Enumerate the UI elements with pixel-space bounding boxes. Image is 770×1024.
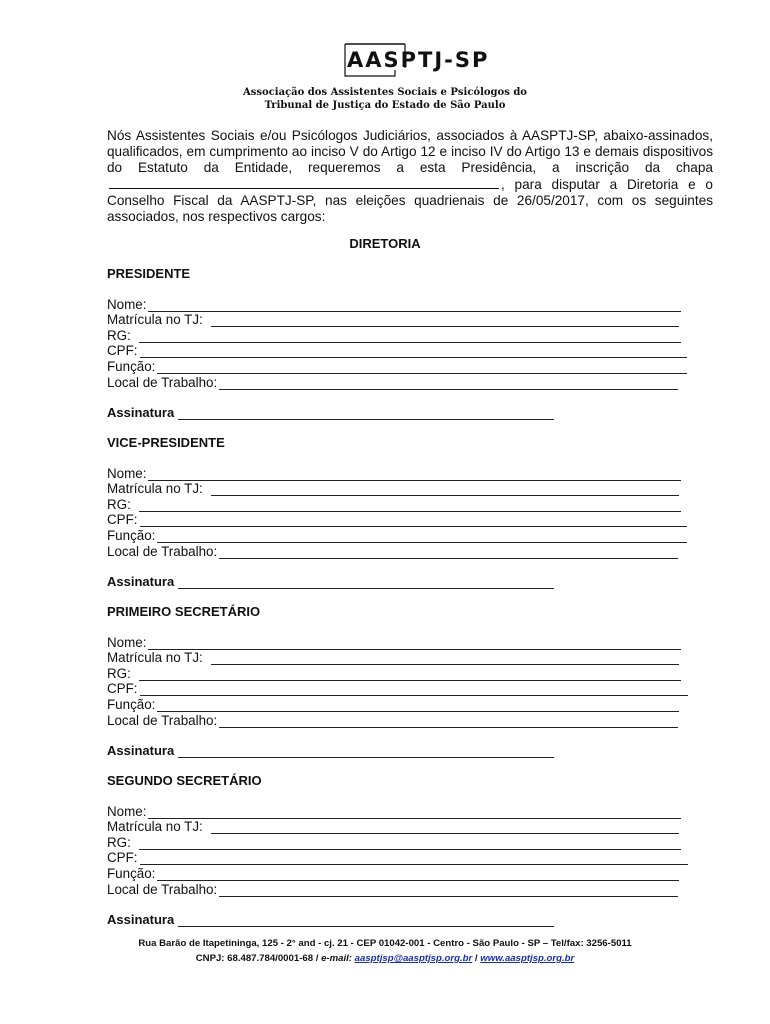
- field-matricula[interactable]: [107, 819, 707, 835]
- tribunal-name: Tribunal de Justiça do Estado de São Paulo: [264, 100, 506, 111]
- field-line[interactable]: [148, 638, 681, 650]
- field-local-trabalho[interactable]: [107, 881, 707, 897]
- field-label: RG:: [107, 665, 131, 681]
- field-label: CPF:: [107, 850, 138, 866]
- field-label: Nome:: [107, 634, 147, 650]
- diretoria-heading: DIRETORIA: [349, 236, 421, 251]
- chapa-name-blank[interactable]: [109, 176, 499, 189]
- field-label: CPF:: [107, 681, 138, 697]
- field-label: Nome:: [107, 296, 147, 312]
- field-label: RG:: [107, 496, 131, 512]
- field-label: Local de Trabalho:: [107, 543, 218, 559]
- field-rg[interactable]: [107, 496, 707, 512]
- field-line[interactable]: [148, 300, 681, 312]
- field-label: Função:: [107, 696, 156, 712]
- signature-field[interactable]: [107, 911, 707, 927]
- field-label: Função:: [107, 527, 156, 543]
- field-line[interactable]: [139, 669, 681, 681]
- field-funcao[interactable]: [107, 696, 707, 712]
- signature-field[interactable]: [107, 573, 707, 589]
- field-label: Nome:: [107, 803, 147, 819]
- field-line[interactable]: [211, 315, 679, 327]
- association-header: [0, 86, 770, 112]
- field-matricula[interactable]: [107, 650, 707, 666]
- logo-graphic: [343, 40, 490, 80]
- field-line[interactable]: [140, 853, 688, 865]
- website-link[interactable]: www.aasptjsp.org.br: [480, 953, 575, 964]
- signature-label: Assinatura: [107, 573, 175, 589]
- field-line[interactable]: [139, 331, 681, 343]
- field-line[interactable]: [211, 822, 679, 834]
- signature-line[interactable]: [178, 915, 554, 927]
- field-line[interactable]: [157, 531, 687, 543]
- section-title: PRIMEIRO SECRETÁRIO: [107, 604, 261, 619]
- signature-label: Assinatura: [107, 742, 175, 758]
- footer-contact: [0, 951, 770, 966]
- field-nome[interactable]: [107, 634, 707, 650]
- section-vice-presidente: [107, 435, 707, 589]
- association-name: Associação dos Assistentes Sociais e Psicólogos do: [243, 87, 527, 98]
- field-funcao[interactable]: [107, 865, 707, 881]
- section-presidente: [107, 266, 707, 420]
- field-line[interactable]: [140, 515, 687, 527]
- field-line[interactable]: [148, 807, 681, 819]
- field-nome[interactable]: [107, 296, 707, 312]
- signature-field[interactable]: [107, 742, 707, 758]
- field-label: Local de Trabalho:: [107, 374, 218, 390]
- field-label: Matrícula no TJ:: [107, 650, 203, 666]
- field-matricula[interactable]: [107, 312, 707, 328]
- field-line[interactable]: [139, 500, 681, 512]
- field-nome[interactable]: [107, 803, 707, 819]
- intro-text-start: Nós Assistentes Sociais e/ou Psicólogos Judiciários, associados à AASPTJ-SP, abaixo-assinados, qualificados, em cumprimento ao inciso V do Artigo 12 e inciso IV do Artigo 13 e demais dispositivos do Estatuto da Entidade, requeremos a esta Presidência, a inscrição da chapa: [107, 128, 713, 175]
- field-funcao[interactable]: [107, 527, 707, 543]
- intro-paragraph: [107, 128, 713, 225]
- field-label: CPF:: [107, 512, 138, 528]
- field-label: Local de Trabalho:: [107, 712, 218, 728]
- signature-line[interactable]: [178, 746, 554, 758]
- field-label: RG:: [107, 834, 131, 850]
- field-line[interactable]: [219, 378, 678, 390]
- field-line[interactable]: [157, 700, 679, 712]
- signature-line[interactable]: [178, 577, 554, 589]
- section-title: PRESIDENTE: [107, 266, 191, 281]
- field-rg[interactable]: [107, 834, 707, 850]
- aasptj-logo: [343, 40, 490, 80]
- field-nome[interactable]: [107, 465, 707, 481]
- field-local-trabalho[interactable]: [107, 712, 707, 728]
- field-line[interactable]: [157, 362, 687, 374]
- section-title: SEGUNDO SECRETÁRIO: [107, 773, 262, 788]
- footer-email-label: e-mail:: [321, 953, 352, 964]
- signature-label: Assinatura: [107, 911, 175, 927]
- section-segundo-secretario: [107, 773, 707, 927]
- field-cpf[interactable]: [107, 850, 707, 866]
- field-line[interactable]: [140, 346, 687, 358]
- intro-text-end: , para disputar a Diretoria e o Conselho Fiscal da AASPTJ-SP, nas eleições quadrienais de 26/05/2017, com os seguintes associados, nos respectivos cargos:: [107, 177, 713, 224]
- footer-separator: /: [472, 953, 481, 964]
- field-rg[interactable]: [107, 665, 707, 681]
- footer-cnpj: CNPJ: 68.487.784/0001-68 /: [195, 953, 322, 964]
- field-label: Função:: [107, 865, 156, 881]
- field-line[interactable]: [219, 716, 678, 728]
- field-cpf[interactable]: [107, 343, 707, 359]
- field-line[interactable]: [148, 469, 681, 481]
- signature-field[interactable]: [107, 404, 707, 420]
- logo-text: AASPTJ-SP: [347, 48, 490, 72]
- field-line[interactable]: [157, 869, 679, 881]
- field-label: Matrícula no TJ:: [107, 481, 203, 497]
- field-funcao[interactable]: [107, 358, 707, 374]
- field-label: Função:: [107, 358, 156, 374]
- signature-line[interactable]: [178, 408, 554, 420]
- field-rg[interactable]: [107, 327, 707, 343]
- section-primeiro-secretario: [107, 604, 707, 758]
- field-cpf[interactable]: [107, 681, 707, 697]
- field-label: Matrícula no TJ:: [107, 312, 203, 328]
- field-label: Local de Trabalho:: [107, 881, 218, 897]
- field-line[interactable]: [219, 885, 678, 897]
- field-line[interactable]: [140, 684, 688, 696]
- field-label: Nome:: [107, 465, 147, 481]
- field-local-trabalho[interactable]: [107, 374, 707, 390]
- field-cpf[interactable]: [107, 512, 707, 528]
- signature-label: Assinatura: [107, 404, 175, 420]
- footer: [0, 936, 770, 966]
- field-line[interactable]: [211, 653, 679, 665]
- section-title: VICE-PRESIDENTE: [107, 435, 225, 450]
- field-label: RG:: [107, 327, 131, 343]
- field-matricula[interactable]: [107, 481, 707, 497]
- field-line[interactable]: [211, 484, 679, 496]
- field-label: Matrícula no TJ:: [107, 819, 203, 835]
- email-link[interactable]: aasptjsp@aasptjsp.org.br: [354, 953, 473, 964]
- field-label: CPF:: [107, 343, 138, 359]
- field-line[interactable]: [139, 838, 681, 850]
- field-local-trabalho[interactable]: [107, 543, 707, 559]
- field-line[interactable]: [219, 547, 678, 559]
- footer-address: Rua Barão de Itapetininga, 125 - 2° and - cj. 21 - CEP 01042-001 - Centro - São Paulo - SP – Tel/fax: 3256-5011: [138, 938, 632, 949]
